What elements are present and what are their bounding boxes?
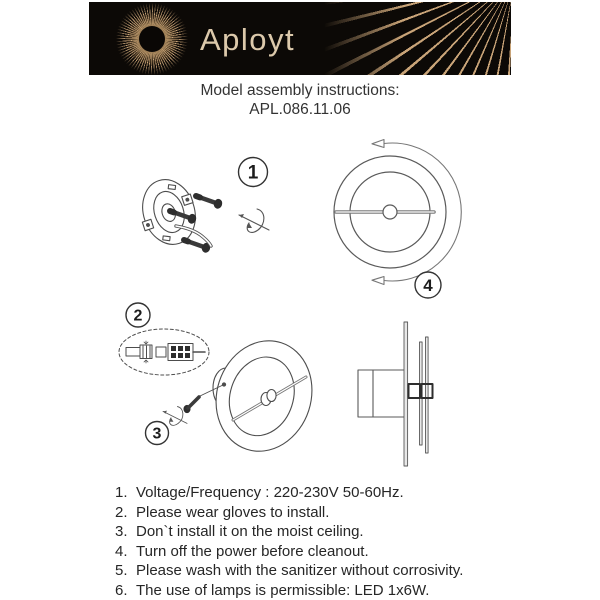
step1-badge xyxy=(239,158,268,187)
step3-badge xyxy=(146,422,169,445)
brand-name: Aployt xyxy=(200,22,296,57)
list-item xyxy=(115,581,555,600)
item-text: Don`t install it on the moist ceiling. xyxy=(136,523,364,540)
list-item xyxy=(115,522,555,542)
model-number: APL.086.11.06 xyxy=(249,101,351,118)
list-item xyxy=(115,483,555,503)
item-number: 4. xyxy=(115,542,128,560)
svg-text:1: 1 xyxy=(247,162,259,184)
item-text: Please wash with the sanitizer without corrosivity. xyxy=(136,562,464,579)
item-text: Turn off the power before cleanout. xyxy=(136,542,369,560)
item-number: 1. xyxy=(115,484,128,501)
title-block xyxy=(0,81,600,119)
item-number: 6. xyxy=(115,581,128,599)
step2-badge xyxy=(126,303,150,327)
list-item xyxy=(115,542,555,562)
svg-text:4: 4 xyxy=(423,276,433,295)
item-text: The use of lamps is permissible: LED 1x6W. xyxy=(136,581,430,599)
step4-badge xyxy=(415,272,441,298)
item-number: 3. xyxy=(115,523,128,540)
svg-text:3: 3 xyxy=(152,425,162,443)
step4-front-view-drawing xyxy=(334,140,461,299)
list-item xyxy=(115,503,555,523)
page-title: Model assembly instructions: xyxy=(200,82,400,99)
item-text: Voltage/Frequency : 220-230V 50-60Hz. xyxy=(136,484,404,501)
assembly-diagram xyxy=(0,125,600,480)
brand-header xyxy=(89,2,511,75)
step2-connector-drawing xyxy=(119,303,209,375)
list-item xyxy=(115,561,555,581)
corner-rays-decoration xyxy=(316,2,511,75)
item-number: 5. xyxy=(115,562,128,579)
svg-text:2: 2 xyxy=(133,307,143,325)
sunburst-core xyxy=(139,26,165,52)
item-number: 2. xyxy=(115,503,128,521)
step1-mounting-bracket-drawing xyxy=(135,158,269,254)
instruction-list xyxy=(115,483,555,600)
rotation-symbol-step1 xyxy=(239,209,269,232)
rotation-symbol-step3 xyxy=(163,407,187,426)
item-text: Please wear gloves to install. xyxy=(136,503,330,521)
side-view-drawing xyxy=(358,322,433,466)
